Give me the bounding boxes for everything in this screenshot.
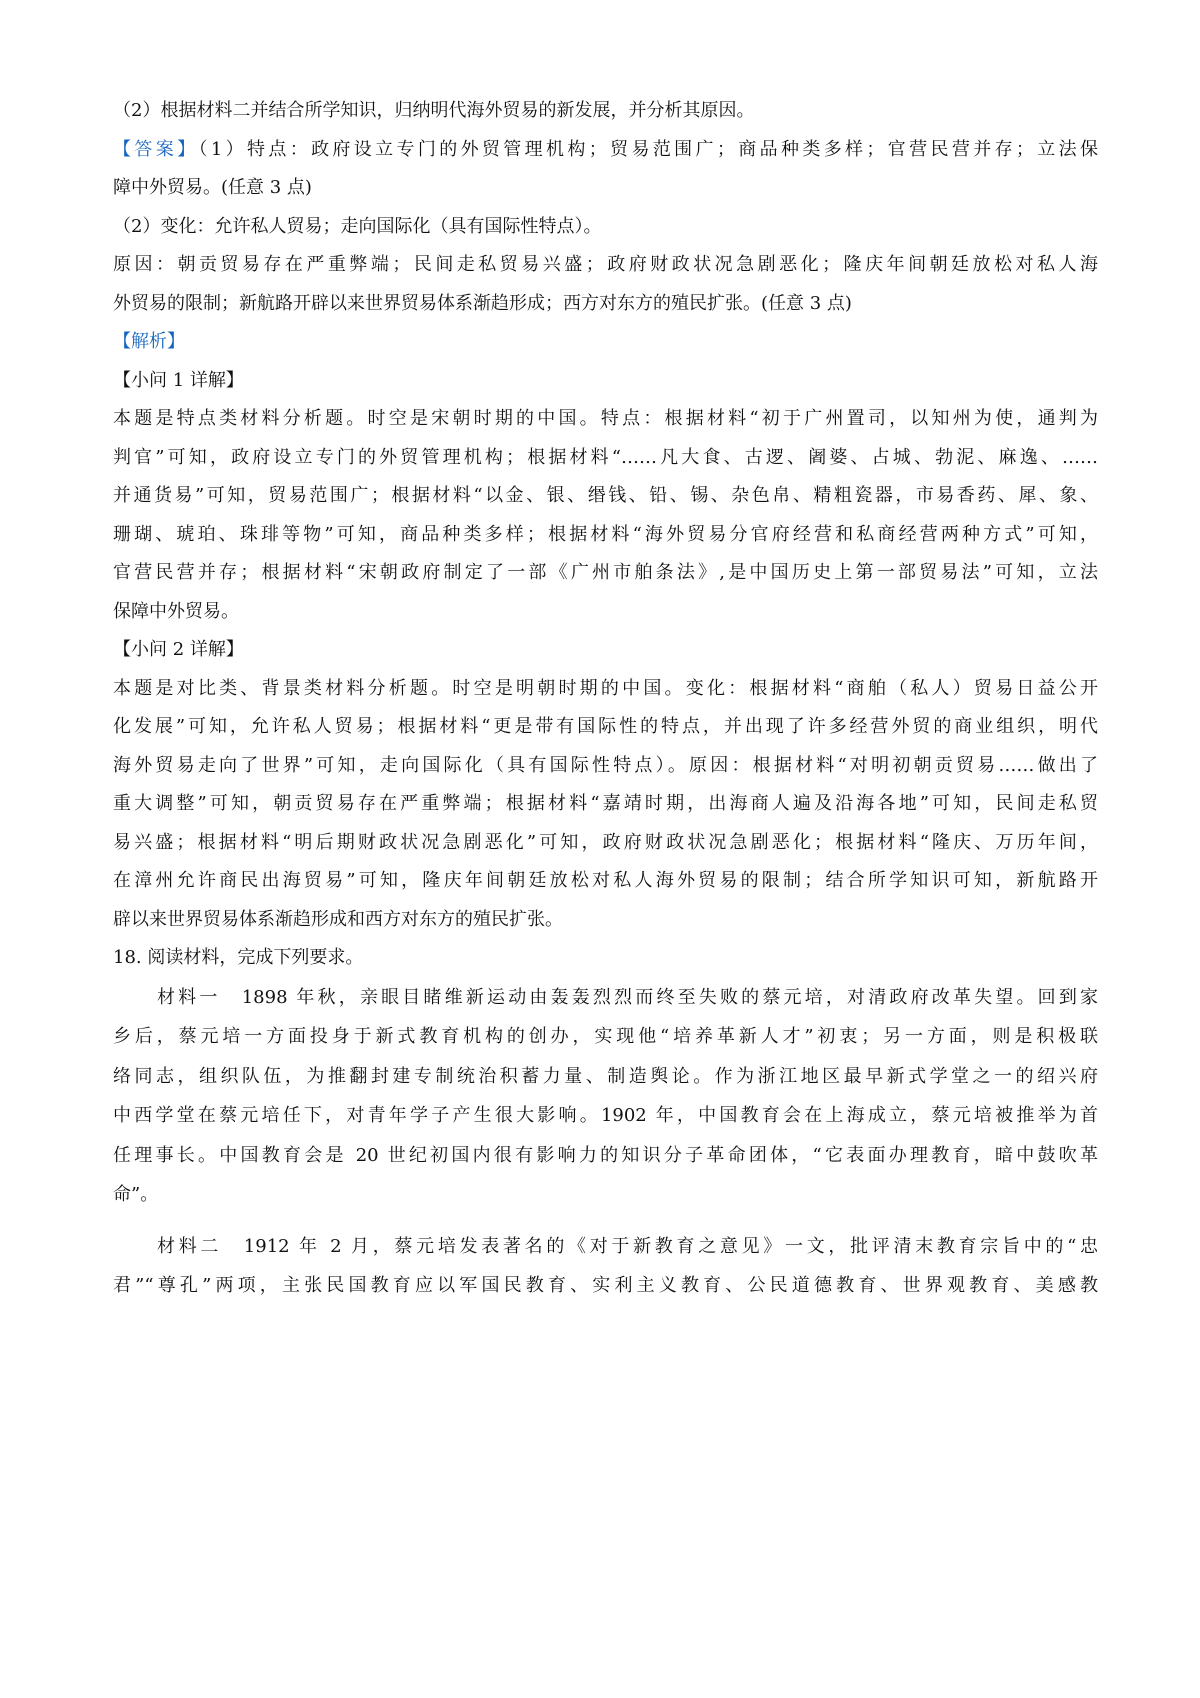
material1-line: 材料一 1898 年秋，亲眼目睹维新运动由轰轰烈烈而终至失败的蔡元培，对清政府改革失望。回到家 [157, 986, 1098, 1008]
sub2-line: 本题是对比类、背景类材料分析题。时空是明朝时期的中国。变化：根据材料“商舶（私人）贸易日益公开 [113, 677, 1098, 699]
material1-line: 命”。 [113, 1184, 159, 1205]
sub1-line: 官营民营并存；根据材料“宋朝政府制定了一部《广州市舶条法》,是中国历史上第一部贸易法”可知，立法 [113, 562, 1098, 583]
q17-sub2-prompt: （2）根据材料二并结合所学知识，归纳明代海外贸易的新发展，并分析其原因。 [113, 100, 755, 121]
q18-heading: 18. 阅读材料，完成下列要求。 [113, 947, 364, 968]
answer-text-1: （1）特点：政府设立专门的外贸管理机构；贸易范围广；商品种类多样；官营民营并存；立法保 [198, 138, 1099, 160]
reason-line-2: 外贸易的限制；新航路开辟以来世界贸易体系渐趋形成；西方对东方的殖民扩张。(任意 3 点) [113, 292, 852, 314]
document-page [113, 92, 1098, 1306]
paragraph-gap [113, 1215, 1098, 1227]
sub1-line: 珊瑚、琥珀、珠琲等物”可知，商品种类多样；根据材料“海外贸易分官府经营和私商经营两种方式”可知， [113, 523, 1098, 545]
analysis-tag: 【解析】 [113, 331, 185, 352]
sub2-line: 化发展”可知，允许私人贸易；根据材料“更是带有国际性的特点，并出现了许多经营外贸的商业组织，明代 [113, 716, 1098, 737]
material-two [113, 1227, 1098, 1306]
sub2-line: 在漳州允许商民出海贸易”可知，隆庆年间朝廷放松对私人海外贸易的限制；结合所学知识可知，新航路开 [113, 870, 1098, 891]
material-one [113, 978, 1098, 1215]
material1-line: 任理事长。中国教育会是 20 世纪初国内很有影响力的知识分子革命团体，“它表面办理教育，暗中鼓吹革 [113, 1144, 1098, 1166]
sub2-line: 易兴盛；根据材料“明后期财政状况急剧恶化”可知，政府财政状况急剧恶化；根据材料“隆庆、万历年间， [113, 831, 1098, 853]
sub2-line: 海外贸易走向了世界”可知，走向国际化（具有国际性特点）。原因：根据材料“对明初朝贡贸易……做出了 [113, 754, 1098, 776]
material2-line: 君”“尊孔”两项，主张民国教育应以军国民教育、实利主义教育、公民道德教育、世界观教育、美感教 [113, 1275, 1098, 1296]
answer-sub2-line: （2）变化：允许私人贸易；走向国际化（具有国际性特点）。 [113, 215, 602, 237]
material1-line: 乡后，蔡元培一方面投身于新式教育机构的创办，实现他“培养革新人才”初衷；另一方面，则是积极联 [113, 1026, 1098, 1047]
sub2-heading: 【小问 2 详解】 [113, 639, 244, 660]
sub1-line: 保障中外贸易。 [113, 600, 239, 622]
sub1-line: 本题是特点类材料分析题。时空是宋朝时期的中国。特点：根据材料“初于广州置司，以知州为使，通判为 [113, 408, 1098, 429]
reason-line-1: 原因：朝贡贸易存在严重弊端；民间走私贸易兴盛；政府财政状况急剧恶化；隆庆年间朝廷放松对私人海 [113, 254, 1098, 275]
sub2-line: 辟以来世界贸易体系渐趋形成和西方对东方的殖民扩张。 [113, 908, 563, 930]
sub1-heading: 【小问 1 详解】 [113, 369, 244, 391]
sub2-line: 重大调整”可知，朝贡贸易存在严重弊端；根据材料“嘉靖时期，出海商人遍及沿海各地”可知，民间走私贸 [113, 793, 1098, 814]
sub1-line: 并通货易”可知，贸易范围广；根据材料“以金、银、缗钱、铅、锡、杂色帛、精粗瓷器，市易香药、犀、象、 [113, 485, 1098, 506]
answer-tag: 【答案】 [113, 138, 199, 160]
analysis-tag-line [113, 323, 1098, 362]
sub1-line: 判官”可知，政府设立专门的外贸管理机构；根据材料“……凡大食、古逻、阇婆、占城、勃泥、麻逸、…… [113, 446, 1098, 468]
material2-line: 材料二 1912 年 2 月，蔡元培发表著名的《对于新教育之意见》一文，批评清末教育宗旨中的“忠 [157, 1235, 1098, 1257]
material1-line: 络同志，组织队伍，为推翻封建专制统治积蓄力量、制造舆论。作为浙江地区最早新式学堂之一的绍兴府 [113, 1065, 1098, 1087]
answer-line-2: 障中外贸易。(任意 3 点) [113, 177, 312, 198]
answer-line-1 [113, 131, 1098, 170]
material1-line: 中西学堂在蔡元培任下，对青年学子产生很大影响。1902 年，中国教育会在上海成立，蔡元培被推举为首 [113, 1105, 1098, 1126]
